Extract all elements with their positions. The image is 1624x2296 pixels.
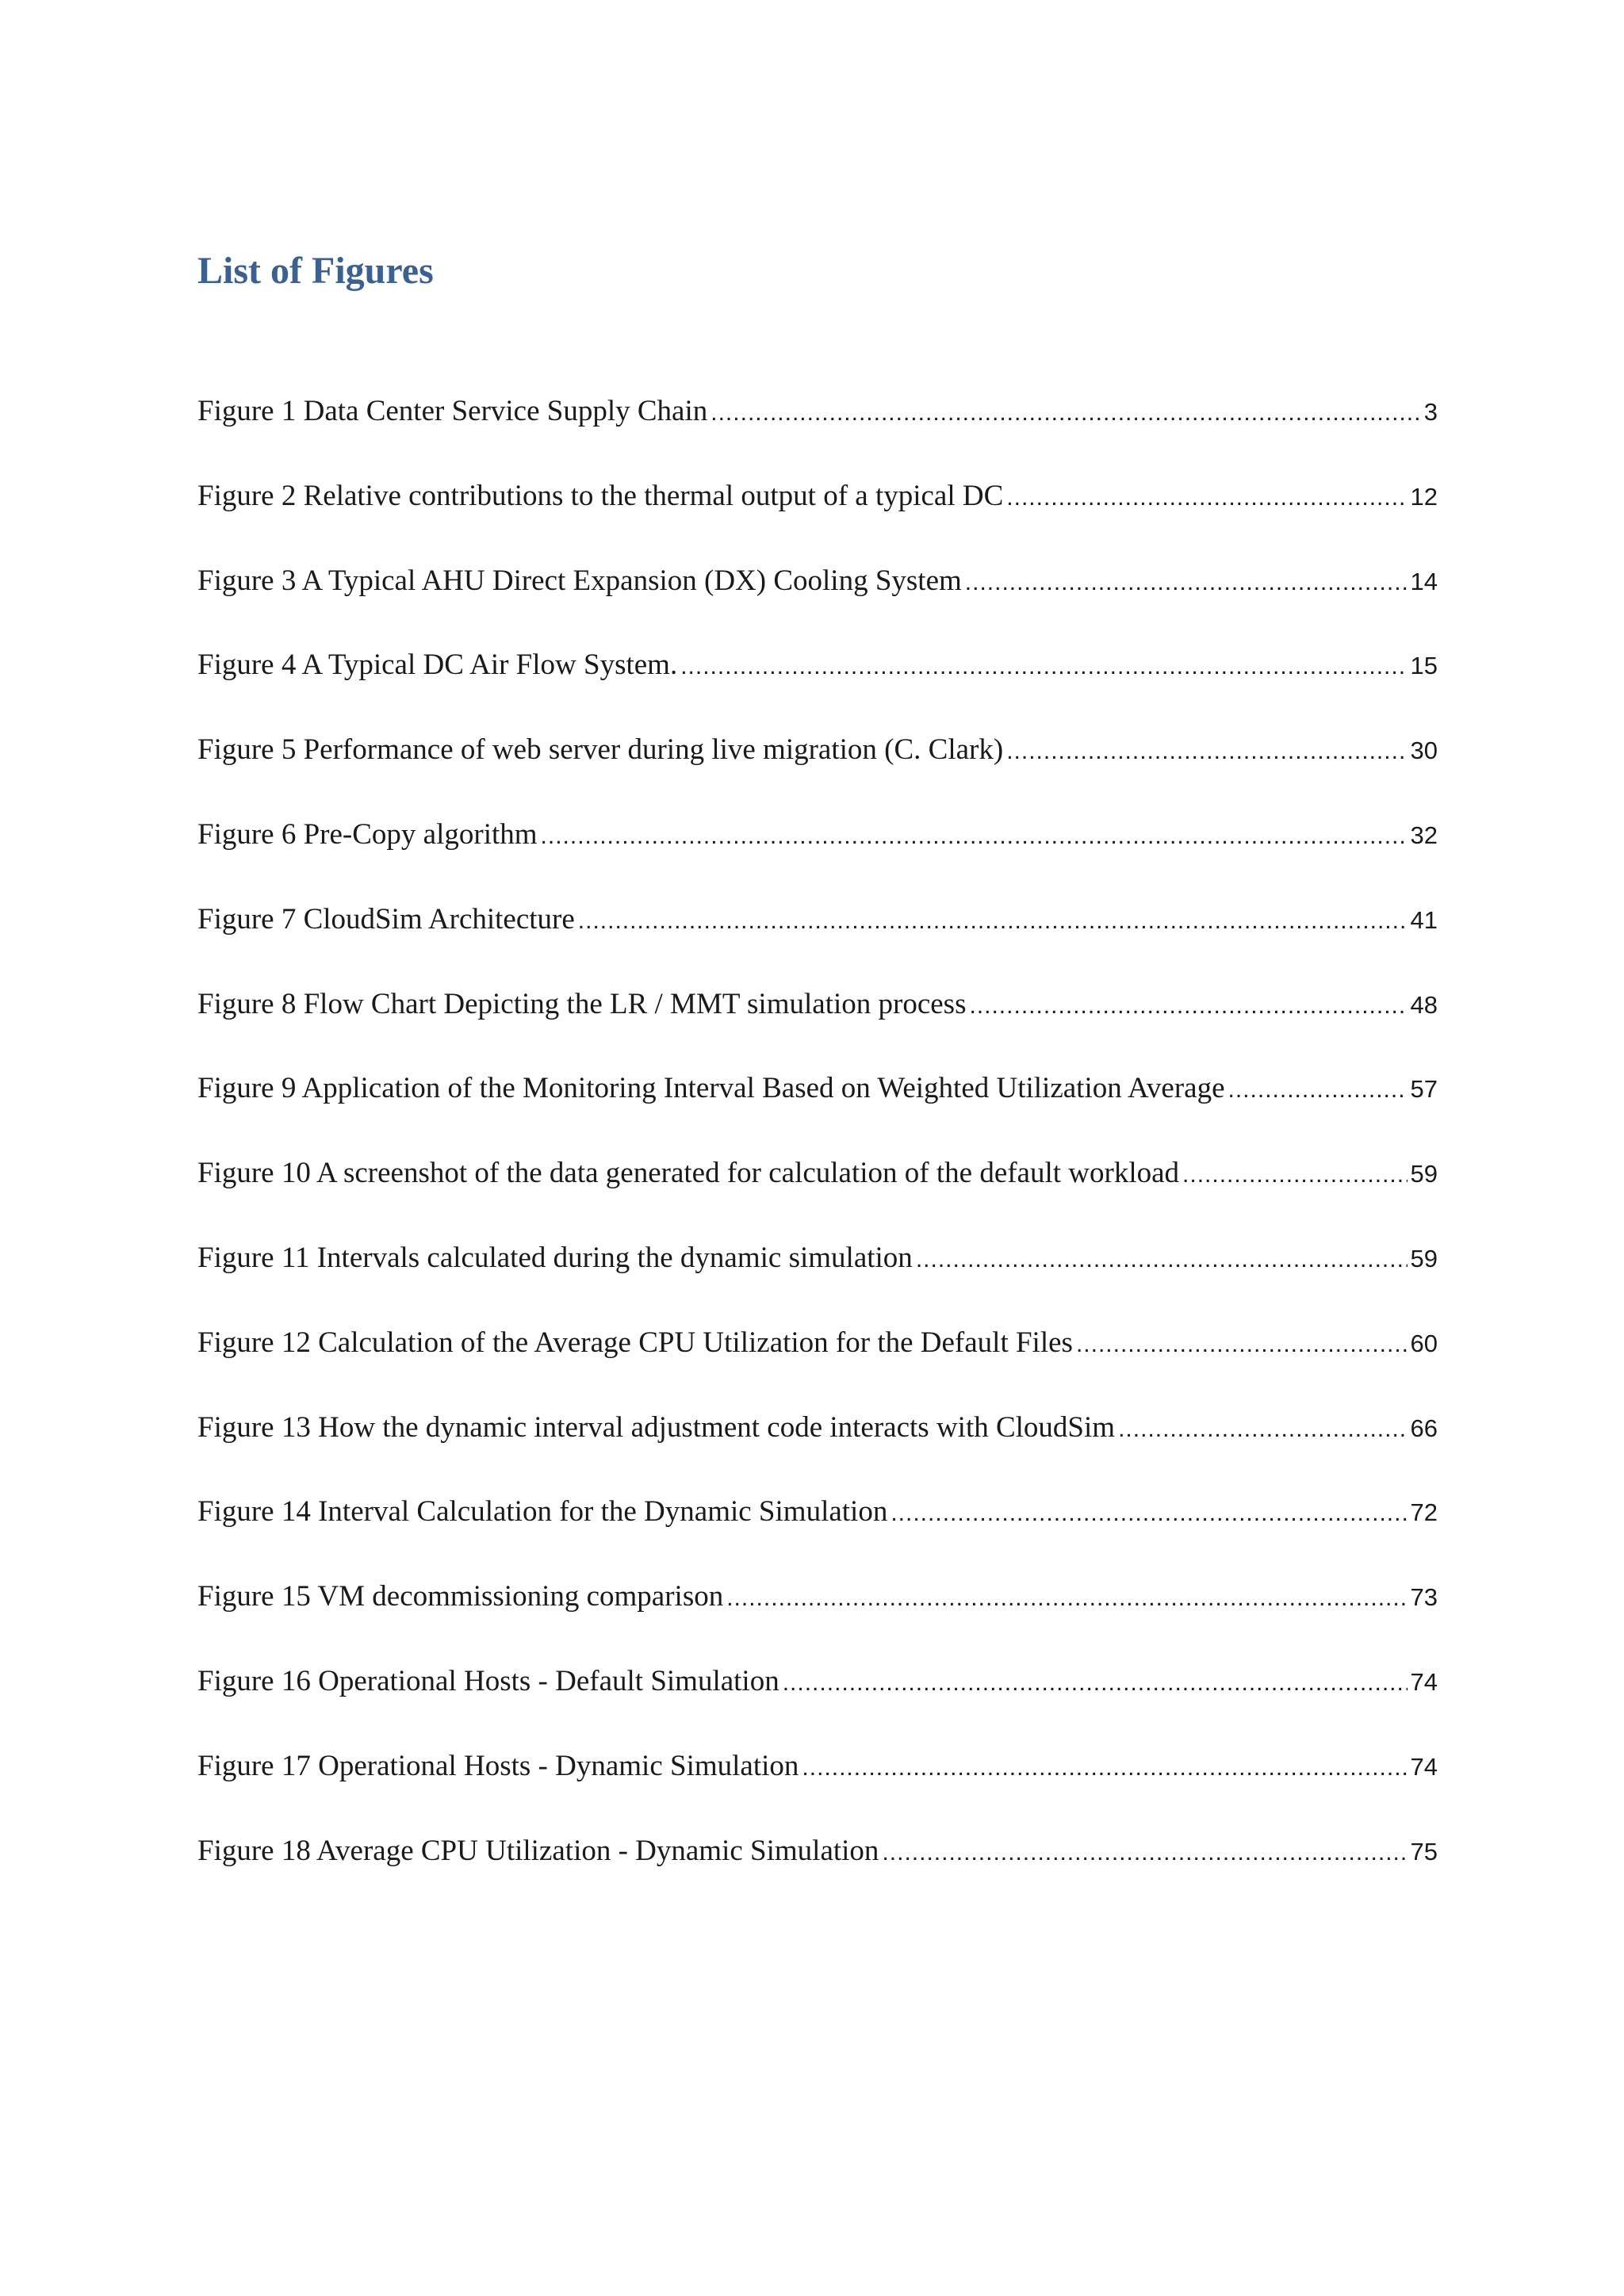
page-number: 74	[1410, 1667, 1438, 1696]
figure-title: Figure 7 CloudSim Architecture	[197, 902, 575, 936]
figure-title: Figure 9 Application of the Monitoring Interval Based on Weighted Utilization Average	[197, 1072, 1225, 1105]
figure-entry[interactable]	[197, 648, 1438, 733]
figure-entry[interactable]	[197, 1494, 1438, 1579]
dot-leader	[726, 1585, 1407, 1612]
figure-entry[interactable]	[197, 733, 1438, 817]
dot-leader	[1118, 1416, 1407, 1443]
page-title: List of Figures	[197, 250, 434, 292]
figure-title: Figure 1 Data Center Service Supply Chain	[197, 395, 708, 427]
dot-leader	[680, 653, 1407, 680]
dot-leader	[891, 1500, 1407, 1527]
figure-entry[interactable]	[197, 1749, 1438, 1834]
dot-leader	[882, 1839, 1407, 1866]
dot-leader	[802, 1755, 1407, 1781]
page-number: 30	[1410, 737, 1438, 765]
page-number: 59	[1410, 1160, 1438, 1188]
figure-entry[interactable]	[197, 1664, 1438, 1749]
figure-title: Figure 17 Operational Hosts - Dynamic Simulation	[197, 1749, 799, 1782]
dot-leader	[1076, 1331, 1408, 1358]
page-number: 32	[1410, 821, 1438, 849]
figure-title: Figure 11 Intervals calculated during the dynamic simulation	[197, 1241, 913, 1274]
figure-title: Figure 10 A screenshot of the data generated for calculation of the default workload	[197, 1157, 1180, 1190]
figure-title: Figure 16 Operational Hosts - Default Simulation	[197, 1664, 779, 1697]
page-number: 59	[1410, 1244, 1438, 1272]
dot-leader	[1228, 1077, 1408, 1104]
page-number: 72	[1410, 1498, 1438, 1527]
figure-entry[interactable]	[197, 902, 1438, 987]
figure-title: Figure 12 Calculation of the Average CPU Utilization for the Default Files	[197, 1326, 1073, 1359]
figure-entry[interactable]	[197, 1071, 1438, 1156]
figure-entry[interactable]	[197, 1241, 1438, 1326]
page-number: 14	[1410, 567, 1438, 595]
page-number: 12	[1410, 482, 1438, 511]
figure-title: Figure 18 Average CPU Utilization - Dynamic Simulation	[197, 1834, 879, 1867]
page-number: 15	[1410, 652, 1438, 680]
figure-list	[197, 394, 1438, 1918]
figure-entry[interactable]	[197, 1579, 1438, 1664]
dot-leader	[710, 400, 1420, 427]
figure-entry[interactable]	[197, 1834, 1438, 1919]
figure-title: Figure 6 Pre-Copy algorithm	[197, 817, 538, 851]
figure-entry[interactable]	[197, 1156, 1438, 1241]
page-number: 41	[1410, 905, 1438, 934]
page-number: 60	[1410, 1329, 1438, 1357]
page-number: 66	[1410, 1414, 1438, 1442]
dot-leader	[916, 1246, 1408, 1273]
figure-title: Figure 5 Performance of web server during live migration (C. Clark)	[197, 733, 1004, 767]
figure-entry[interactable]	[197, 564, 1438, 649]
dot-leader	[578, 908, 1408, 935]
dot-leader	[541, 823, 1408, 850]
page-number: 3	[1423, 398, 1438, 426]
dot-leader	[969, 993, 1407, 1020]
figure-title: Figure 3 A Typical AHU Direct Expansion (DX) Cooling System	[197, 564, 962, 597]
figure-title: Figure 15 VM decommissioning comparison	[197, 1580, 724, 1613]
dot-leader	[1006, 738, 1407, 765]
dot-leader	[783, 1670, 1408, 1697]
page-number: 48	[1410, 990, 1438, 1019]
figure-title: Figure 2 Relative contributions to the thermal output of a typical DC	[197, 479, 1004, 512]
dot-leader	[1182, 1161, 1407, 1188]
page-number: 75	[1410, 1837, 1438, 1866]
figure-title: Figure 4 A Typical DC Air Flow System.	[197, 649, 678, 682]
page-number: 74	[1410, 1752, 1438, 1781]
figure-entry[interactable]	[197, 817, 1438, 902]
page-number: 57	[1410, 1075, 1438, 1104]
figure-entry[interactable]	[197, 1326, 1438, 1410]
figure-entry[interactable]	[197, 1410, 1438, 1495]
dot-leader	[965, 569, 1408, 596]
figure-title: Figure 13 How the dynamic interval adjustment code interacts with CloudSim	[197, 1410, 1116, 1444]
figure-title: Figure 14 Interval Calculation for the Dynamic Simulation	[197, 1495, 888, 1529]
figure-title: Figure 8 Flow Chart Depicting the LR / MMT simulation process	[197, 987, 967, 1020]
page-number: 73	[1410, 1583, 1438, 1612]
figure-entry[interactable]	[197, 394, 1438, 479]
figure-entry[interactable]	[197, 987, 1438, 1072]
dot-leader	[1006, 484, 1407, 511]
figure-entry[interactable]	[197, 479, 1438, 564]
